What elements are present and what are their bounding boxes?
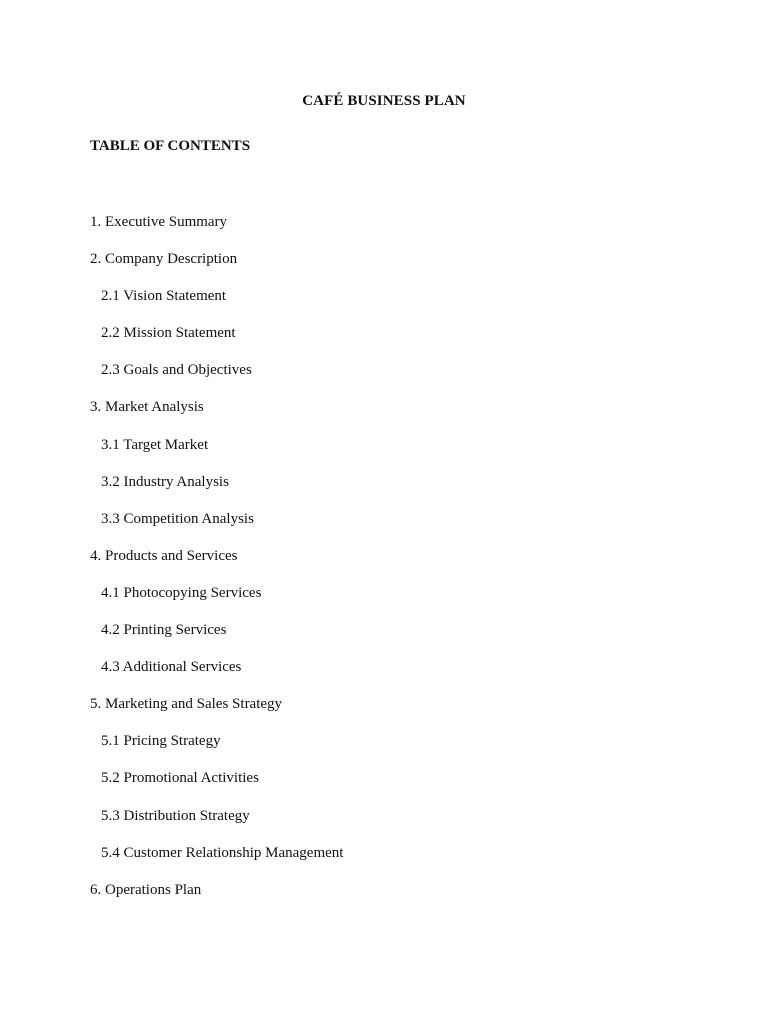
- toc-heading: TABLE OF CONTENTS: [90, 138, 251, 154]
- toc-entry: 4.2 Printing Services: [101, 622, 227, 639]
- toc-entry: 3. Market Analysis: [90, 399, 204, 416]
- toc-entry: 5. Marketing and Sales Strategy: [90, 696, 283, 713]
- toc-entry: 5.2 Promotional Activities: [101, 770, 259, 787]
- toc-entry: 2. Company Description: [90, 251, 238, 268]
- toc-entry: 3.1 Target Market: [101, 436, 209, 453]
- toc-entry: 3.2 Industry Analysis: [101, 473, 229, 490]
- toc-entry: 2.2 Mission Statement: [101, 325, 236, 342]
- toc-entry: 4. Products and Services: [90, 547, 238, 564]
- toc-entry: 2.3 Goals and Objectives: [101, 362, 252, 379]
- table-of-contents: [90, 212, 343, 917]
- toc-entry: 5.3 Distribution Strategy: [101, 807, 250, 824]
- toc-entry: 5.1 Pricing Strategy: [101, 733, 221, 750]
- toc-entry: 1. Executive Summary: [90, 214, 228, 230]
- document-title: CAFÉ BUSINESS PLAN: [302, 93, 466, 109]
- toc-entry: 4.1 Photocopying Services: [101, 584, 262, 601]
- toc-entry: 3.3 Competition Analysis: [101, 510, 254, 527]
- toc-entry: 2.1 Vision Statement: [101, 288, 227, 305]
- toc-entry: 5.4 Customer Relationship Management: [101, 844, 344, 861]
- toc-entry: 6. Operations Plan: [90, 881, 202, 898]
- toc-entry: 4.3 Additional Services: [101, 659, 242, 676]
